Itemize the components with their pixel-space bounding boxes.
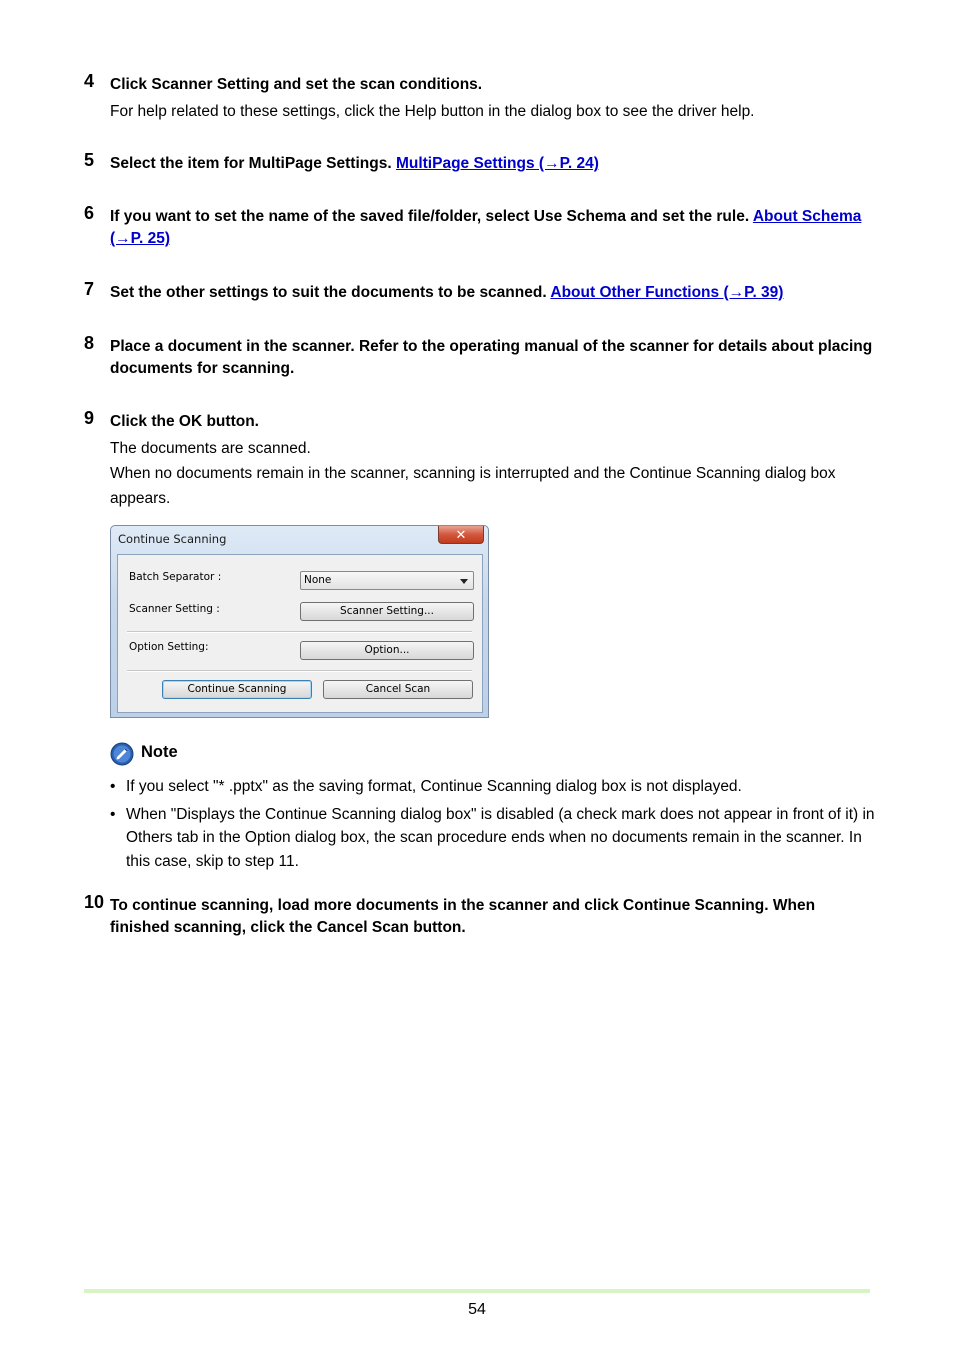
step-heading-text: Select the item for MultiPage Settings. — [110, 155, 396, 172]
step-text: For help related to these settings, click the Help button in the dialog box to see the driver help. — [110, 103, 755, 120]
step-heading: Place a document in the scanner. Refer to the operating manual of the scanner for details about placing documents for scanning. — [110, 338, 873, 377]
step-heading — [110, 282, 874, 304]
multipage-settings-link[interactable]: MultiPage Settings (→P. 24) — [395, 155, 599, 172]
note-box — [110, 741, 880, 877]
step-body — [110, 99, 874, 124]
note-text: When "Displays the Continue Scanning dialog box" is disabled (a check mark does not appear in front of it) in Others tab in the Option dialog box, the scan procedure ends when no documents remain in the scanner. In this case, skip to step 11. — [126, 805, 875, 870]
note-icon — [110, 742, 134, 766]
step-number: 10 — [84, 892, 105, 912]
note-list — [110, 775, 880, 873]
scanner-setting-button[interactable]: Scanner Setting... — [300, 602, 474, 621]
step-text: The documents are scanned. — [110, 440, 311, 457]
about-other-functions-link[interactable]: About Other Functions (→P. 39) — [550, 284, 784, 301]
page-number: 54 — [468, 1301, 486, 1318]
step-number: 6 — [84, 203, 95, 223]
step-number: 7 — [84, 279, 95, 299]
continue-scanning-dialog — [110, 525, 489, 718]
divider — [127, 670, 472, 672]
footer-divider — [84, 1289, 870, 1293]
step-heading: Click Scanner Setting and set the scan conditions. — [110, 76, 483, 93]
step-5 — [84, 150, 874, 175]
step-text: When no documents remain in the scanner, scanning is interrupted and the Continue Scanning dialog box appears. — [110, 465, 836, 507]
step-number: 9 — [84, 408, 95, 428]
close-icon[interactable]: ✕ — [438, 526, 484, 544]
batch-separator-select[interactable] — [300, 571, 474, 590]
step-heading: Click the OK button. — [110, 413, 259, 430]
step-number: 8 — [84, 333, 95, 353]
batch-separator-label: Batch Separator : — [129, 571, 222, 583]
step-4 — [84, 71, 874, 124]
option-button[interactable]: Option... — [300, 641, 474, 660]
option-setting-label: Option Setting: — [129, 641, 209, 653]
step-body — [110, 436, 874, 511]
note-title: Note — [141, 743, 178, 761]
batch-separator-value: None — [304, 574, 332, 586]
about-schema-link[interactable]: About Schema (→P. 25) — [110, 208, 862, 247]
step-9 — [84, 408, 874, 511]
dialog-title: Continue Scanning — [118, 532, 227, 546]
divider — [127, 631, 472, 633]
step-heading: To continue scanning, load more documents in the scanner and click Continue Scanning. When finished scanning, click the Cancel Scan button. — [110, 897, 816, 936]
step-6 — [84, 203, 874, 250]
list-item — [110, 775, 880, 799]
step-7 — [84, 279, 874, 304]
step-number: 4 — [84, 71, 95, 91]
note-header — [110, 741, 880, 767]
continue-scanning-button[interactable]: Continue Scanning — [162, 680, 312, 699]
chevron-down-icon — [460, 579, 468, 584]
step-10 — [84, 892, 874, 939]
cancel-scan-button[interactable]: Cancel Scan — [323, 680, 473, 699]
step-heading — [110, 153, 874, 175]
list-item — [110, 803, 880, 874]
step-heading-text: Set the other settings to suit the documents to be scanned. — [110, 284, 551, 301]
step-number: 5 — [84, 150, 95, 170]
step-heading — [110, 206, 874, 250]
note-text: If you select "* .pptx" as the saving format, Continue Scanning dialog box is not displayed. — [126, 778, 742, 795]
dialog-content — [117, 554, 483, 713]
step-heading-text: If you want to set the name of the saved file/folder, select Use Schema and set the rule. — [110, 208, 753, 225]
bullet: • — [110, 805, 116, 823]
scanner-setting-label: Scanner Setting : — [129, 603, 220, 615]
bullet: • — [110, 778, 116, 795]
step-8 — [84, 333, 874, 380]
